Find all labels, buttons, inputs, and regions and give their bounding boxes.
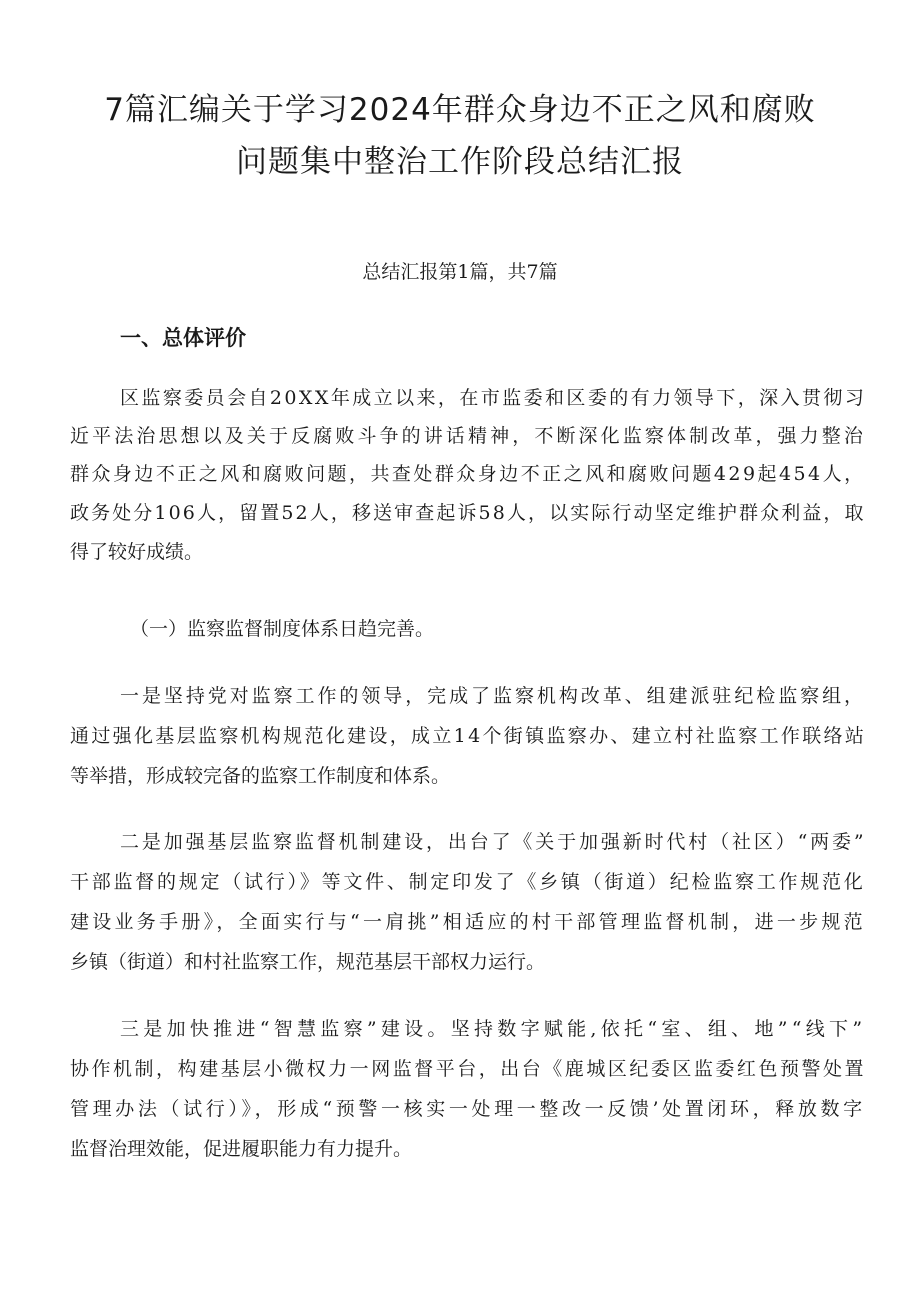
- paragraph-4-line-3: 管理办法（试行）》，形成“预警一核实一处理一整改一反馈’处置闭环，释放数字: [70, 1098, 866, 1120]
- paragraph-1-line-2: 近平法治思想以及关于反腐败斗争的讲话精神，不断深化监察体制改革，强力整治: [70, 425, 867, 447]
- paragraph-1-line-4: 政务处分106人，留置52人，移送审查起诉58人，以实际行动坚定维护群众利益，取: [70, 502, 866, 524]
- paragraph-2-line-3: 等举措，形成较完备的监察工作制度和体系。: [70, 765, 451, 787]
- paragraph-3-line-1: 二是加强基层监察监督机制建设，出台了《关于加强新时代村（社区）“两委”: [120, 831, 867, 853]
- paragraph-3-line-4: 乡镇（街道）和村社监察工作，规范基层干部权力运行。: [70, 951, 546, 973]
- paragraph-1-line-5: 得了较好成绩。: [70, 541, 204, 563]
- document-title-line-2: 问题集中整治工作阶段总结汇报: [236, 144, 684, 180]
- paragraph-4-line-2: 协作机制，构建基层小微权力一网监督平台，出台《鹿城区纪委区监委红色预警处置: [70, 1058, 867, 1080]
- paragraph-2-line-2: 通过强化基层监察机构规范化建设，成立14个街镇监察办、建立村社监察工作联络站: [70, 725, 867, 747]
- paragraph-4-line-4: 监督治理效能，促进履职能力有力提升。: [70, 1138, 413, 1160]
- paragraph-4-line-1: 三是加快推进“智慧监察”建设。坚持数字赋能,依托“室、组、地”“线下”: [120, 1018, 867, 1040]
- paragraph-3-line-2: 干部监督的规定（试行）》等文件、制定印发了《乡镇（街道）纪检监察工作规范化: [70, 871, 866, 893]
- section-heading: 一、总体评价: [120, 326, 246, 350]
- paragraph-3-line-3: 建设业务手册》，全面实行与“一肩挑”相适应的村干部管理监督机制，进一步规范: [70, 911, 866, 933]
- paragraph-1-line-1: 区监察委员会自20XX年成立以来，在市监委和区委的有力领导下，深入贯彻习: [120, 387, 867, 409]
- subheading-1: （一）监察监督制度体系日趋完善。: [130, 618, 435, 640]
- document-title-line-1: 7篇汇编关于学习2024年群众身边不正之风和腐败: [104, 92, 816, 128]
- paragraph-1-line-3: 群众身边不正之风和腐败问题，共查处群众身边不正之风和腐败问题429起454人，: [70, 463, 866, 485]
- document-subtitle: 总结汇报第1篇，共7篇: [362, 261, 558, 283]
- paragraph-2-line-1: 一是坚持党对监察工作的领导，完成了监察机构改革、组建派驻纪检监察组，: [120, 685, 867, 707]
